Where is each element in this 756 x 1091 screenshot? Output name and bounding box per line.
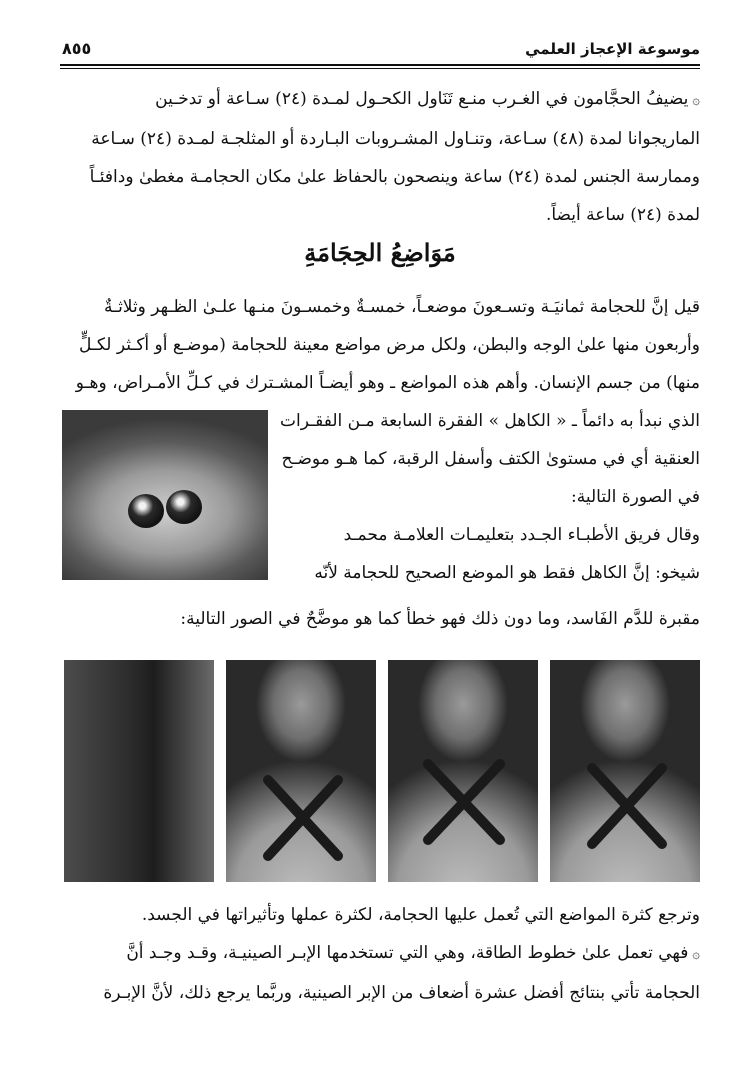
gallery-photo-2 bbox=[226, 660, 376, 882]
section-heading: مَوَاضِعُ الحِجَامَةِ bbox=[304, 238, 456, 267]
text-line-content: يضيفُ الحجَّامون في الغـرب منـع تَنَاول الكحـول لمـدة (٢٤) سـاعة أو تدخـين bbox=[155, 89, 689, 109]
gallery-photo-4 bbox=[550, 660, 700, 882]
text-line: منها) من جسم الإنسان. وأهم هذه المواضع ـ وهو أيضـاً المشـترك في كـلِّ الأمـراض، وهـو bbox=[75, 373, 700, 393]
text-line: الذي نبدأ به دائماً ـ « الكاهل » الفقرة السابعة مـن الفقـرات bbox=[280, 411, 700, 431]
text-line: الحجامة تأتي بنتائج أفضل عشرة أضعاف من الإبر الصينية، وربَّما يرجع ذلك، لأنَّ الإبـرة bbox=[103, 983, 700, 1003]
text-line: وترجع كثرة المواضع التي تُعمل عليها الحجامة، لكثرة عملها وتأثيراتها في الجسد. bbox=[141, 905, 700, 925]
gallery-photo-3 bbox=[388, 660, 538, 882]
text-line: وممارسة الجنس لمدة (٢٤) ساعة وينصحون بالحفاظ علىٰ مكان الحجامـة مغطىٰ ودافئـاً bbox=[89, 167, 700, 187]
text-line: لمدة (٢٤) ساعة أيضاً. bbox=[545, 205, 700, 225]
cup-icon bbox=[128, 494, 164, 528]
cross-mark-icon bbox=[388, 660, 538, 882]
paragraph-wrapped-text bbox=[278, 402, 700, 592]
text-line: وأربعون منها علىٰ الوجه والبطن، ولكل مرض مواضع معينة للحجامة (موضـع أو أكـثر لكـلٍّ bbox=[79, 335, 700, 355]
page-number: ٨٥٥ bbox=[62, 39, 92, 58]
text-line bbox=[60, 80, 700, 120]
text-line-content: فهي تعمل علىٰ خطوط الطاقة، وهي التي تستخدمها الإبـر الصينيـة، وقـد وجـد أنَّ bbox=[126, 943, 689, 963]
text-line: مقبرة للدَّم الفَاسد، وما دون ذلك فهو خطأ كما هو موضَّحٌ في الصور التالية: bbox=[180, 609, 700, 629]
page-header bbox=[60, 36, 700, 66]
header-rule bbox=[60, 64, 700, 69]
paragraph-side-effects bbox=[60, 80, 700, 234]
text-line: الماريجوانا لمدة (٤٨) سـاعة، وتنـاول المشـروبات البـاردة أو المثلجـة لمـدة (٢٤) سـاعة bbox=[91, 129, 700, 149]
running-title: موسوعة الإعجاز العلمي bbox=[525, 40, 700, 58]
text-line: في الصورة التالية: bbox=[570, 487, 700, 507]
paragraph-after-photo bbox=[60, 600, 700, 638]
text-line: وقال فريق الأطبـاء الجـدد بتعليمـات العلامـة محمـد bbox=[343, 525, 700, 545]
paragraph-reasons bbox=[60, 896, 700, 1012]
text-line: العنقية أي في مستوىٰ الكتف وأسفل الرقبة، كما هـو موضـح bbox=[281, 449, 700, 469]
text-line: قيل إنَّ للحجامة ثمانيَـة وتسـعونَ موضعـاً، خمسـةٌ وخمسـونَ منـها علـىٰ الظـهر وثلاثـةٌ bbox=[103, 297, 700, 317]
gallery-photo-1 bbox=[64, 660, 214, 882]
ornament-bullet: ۞ bbox=[692, 93, 700, 108]
cup-icon bbox=[166, 490, 202, 524]
cupping-photo bbox=[62, 410, 268, 580]
text-line bbox=[60, 934, 700, 974]
ornament-bullet: ۞ bbox=[692, 947, 700, 962]
paragraph-sites bbox=[60, 288, 700, 402]
text-line: شيخو: إنَّ الكاهل فقط هو الموضع الصحيح للحجامة لأنّه bbox=[314, 563, 700, 583]
cross-mark-icon bbox=[226, 660, 376, 882]
cross-mark-icon bbox=[550, 660, 700, 882]
